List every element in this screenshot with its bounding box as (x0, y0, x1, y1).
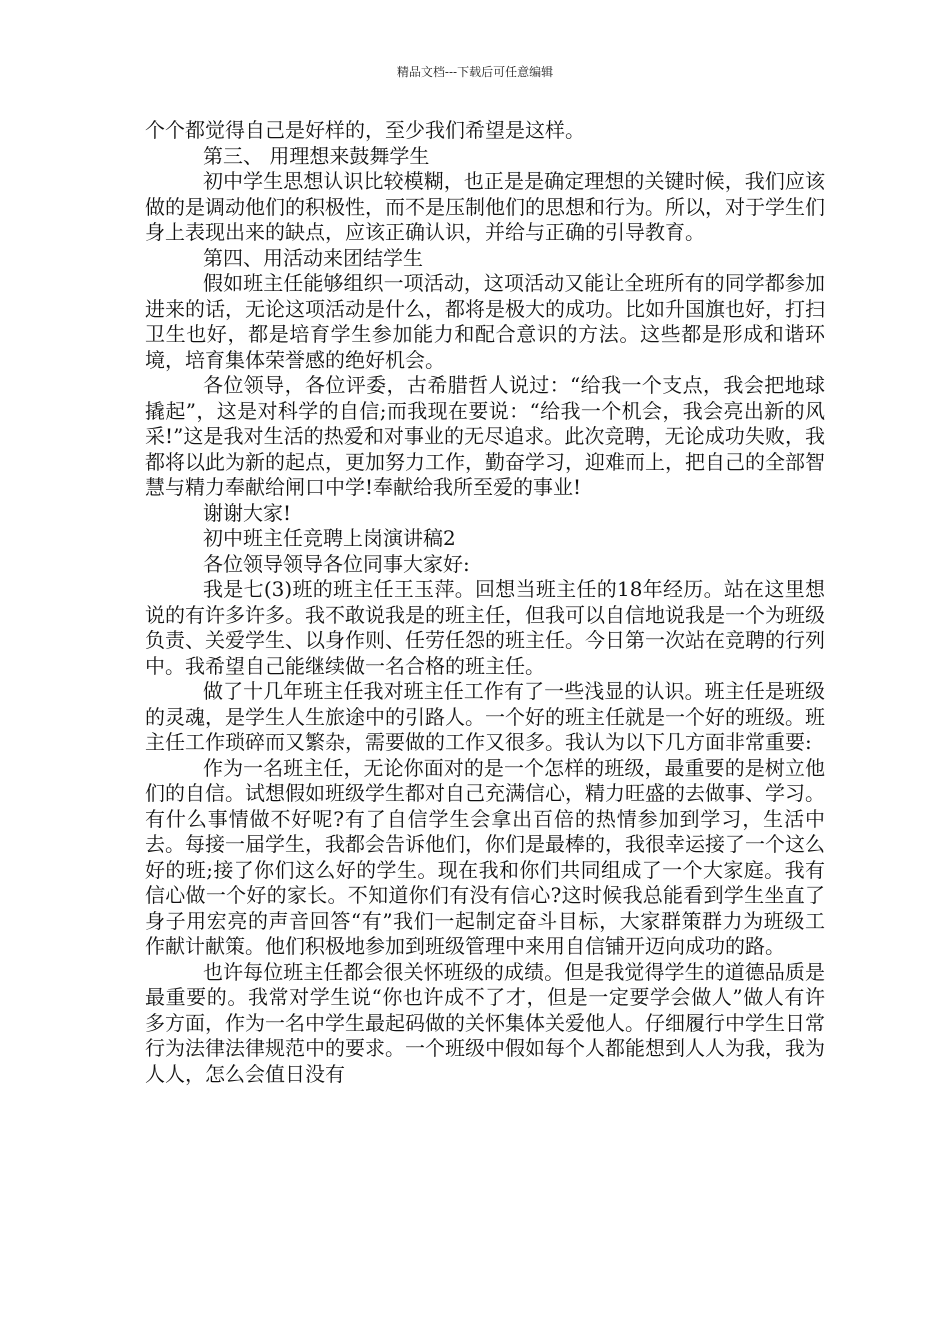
section-heading: 第四、用活动来团结学生 (203, 245, 423, 270)
document-body (145, 118, 825, 1087)
paragraph: 假如班主任能够组织一项活动，这项活动又能让全班所有的同学都参加进来的话，无论这项活动是什么，都将是极大的成功。比如升国旗也好，打扫卫生也好，都是培育学生参加能力和配合意识的方法。这些都是形成和谐环境，培育集体荣誉感的绝好机会。 (145, 271, 825, 372)
paragraph: 做了十几年班主任我对班主任工作有了一些浅显的认识。班主任是班级的灵魂，是学生人生旅途中的引路人。一个好的班主任就是一个好的班级。班主任工作琐碎而又繁杂，需要做的工作又很多。我认为以下几方面非常重要: (145, 679, 825, 754)
page-header: 精品文档---下载后可任意编辑 (396, 65, 554, 79)
salutation: 各位领导领导各位同事大家好: (203, 551, 470, 576)
paragraph: 我是七(3)班的班主任王玉萍。回想当班主任的18年经历。站在这里想说的有许多许多。我不敢说我是的班主任，但我可以自信地说我是一个为班级负责、关爱学生、以身作则、任劳任怨的班主任。今日第一次站在竞聘的行列中。我希望自己能继续做一名合格的班主任。 (145, 577, 825, 678)
paragraph: 谢谢大家! (203, 500, 292, 525)
section-heading: 第三、 用理想来鼓舞学生 (203, 143, 430, 168)
paragraph: 也许每位班主任都会很关怀班级的成绩。但是我觉得学生的道德品质是最重要的。我常对学生说“你也许成不了才，但是一定要学会做人”做人有许多方面，作为一名中学生最起码做的关怀集体关爱他人。仔细履行中学生日常行为法律法律规范中的要求。一个班级中假如每个人都能想到人人为我，我为人人，怎么会值日没有 (145, 959, 825, 1086)
paragraph: 作为一名班主任，无论你面对的是一个怎样的班级，最重要的是树立他们的自信。试想假如班级学生都对自己充满信心，精力旺盛的去做事、学习。有什么事情做不好呢?有了自信学生会拿出百倍的热情参加到学习，生活中去。每接一届学生，我都会告诉他们，你们是最棒的，我很幸运接了一个这么好的班;接了你们这么好的学生。现在我和你们共同组成了一个大家庭。我有信心做一个好的家长。不知道你们有没有信心?这时候我总能看到学生坐直了身子用宏亮的声音回答“有”我们一起制定奋斗目标，大家群策群力为班级工作献计献策。他们积极地参加到班级管理中来用自信铺开迈向成功的路。 (145, 755, 825, 958)
paragraph: 各位领导，各位评委，古希腊哲人说过：“给我一个支点，我会把地球撬起”，这是对科学的自信;而我现在要说：“给我一个机会，我会亮出新的风采!”这是我对生活的热爱和对事业的无尽追求。此次竞聘，无论成功失败，我都将以此为新的起点，更加努力工作，勤奋学习，迎难而上，把自己的全部智慧与精力奉献给闸口中学!奉献给我所至爱的事业! (145, 373, 825, 499)
document-title: 初中班主任竞聘上岗演讲稿2 (203, 526, 456, 550)
paragraph: 初中学生思想认识比较模糊，也正是是确定理想的关键时候，我们应该做的是调动他们的积极性，而不是压制他们的思想和行为。所以，对于学生们身上表现出来的缺点，应该正确认识，并给与正确的引导教育。 (145, 169, 825, 244)
paragraph: 个个都觉得自己是好样的，至少我们希望是这样。 (145, 118, 585, 142)
